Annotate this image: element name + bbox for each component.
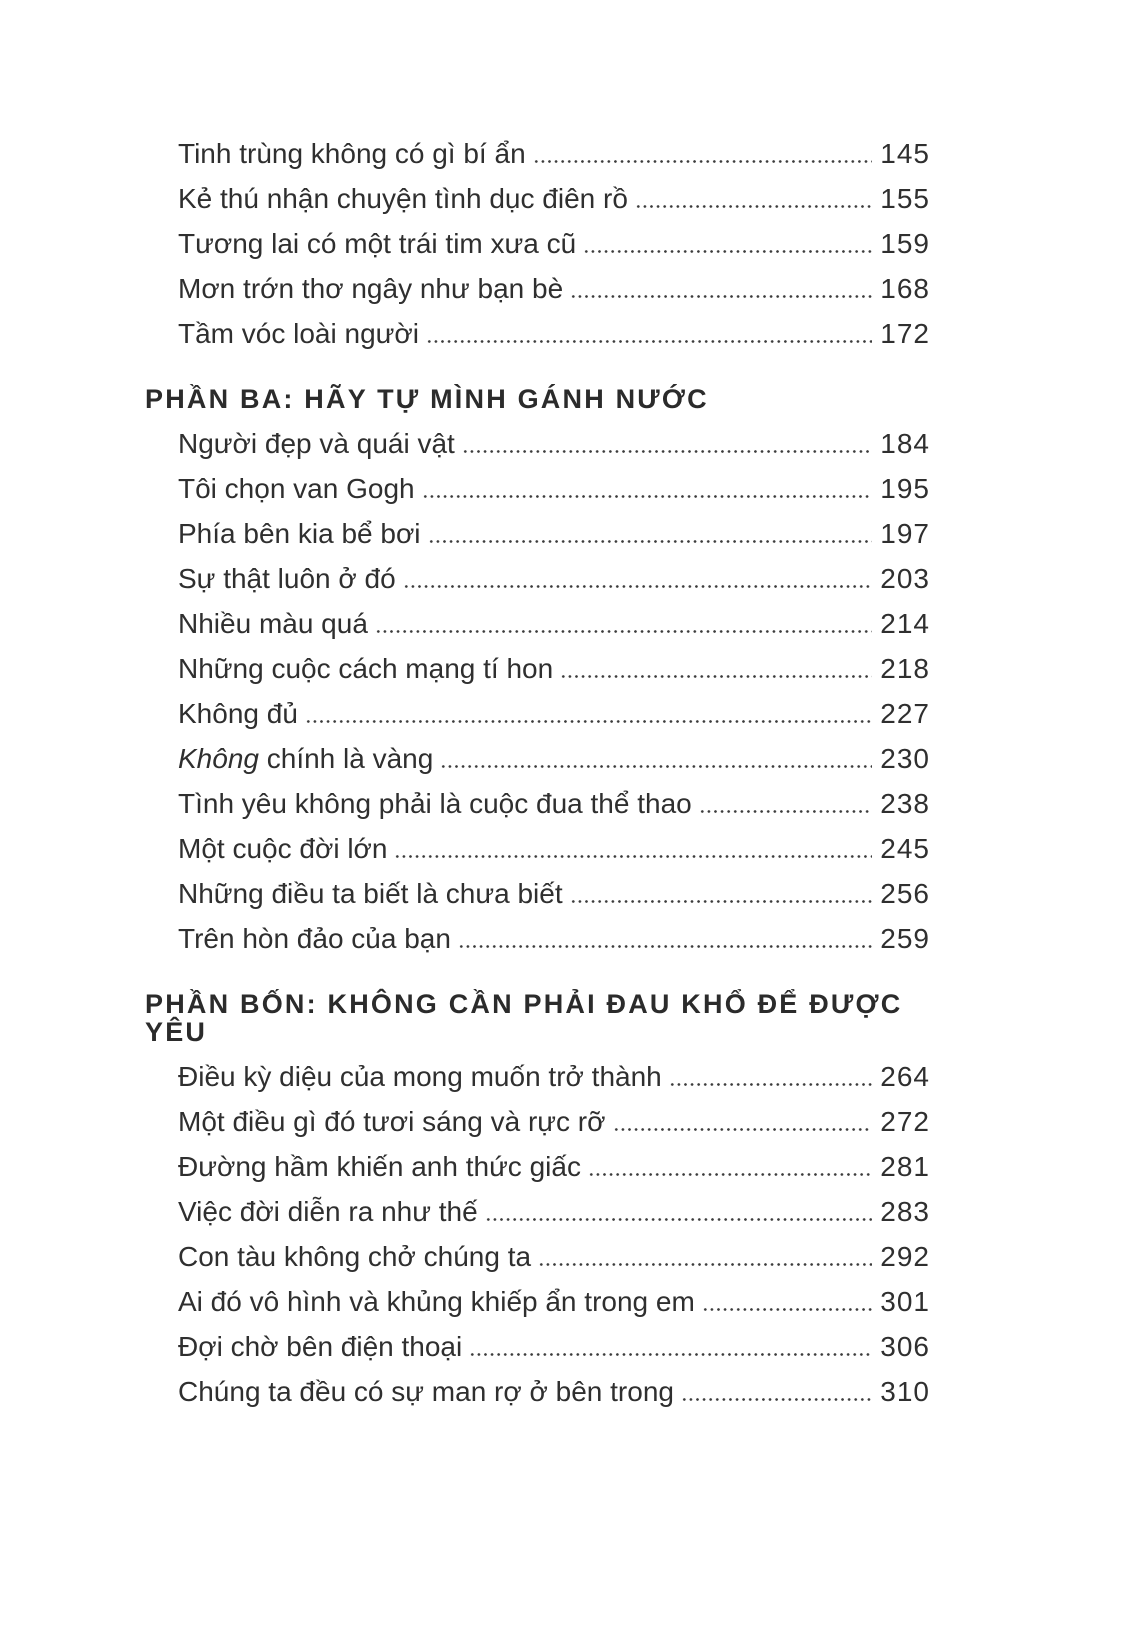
toc-entry bbox=[178, 1378, 930, 1406]
toc-entry-page: 214 bbox=[880, 608, 930, 639]
toc-section bbox=[145, 990, 930, 1406]
toc-entry bbox=[178, 565, 930, 593]
toc-entry bbox=[178, 745, 930, 773]
dotted-leader bbox=[613, 1128, 873, 1131]
toc-entry-title: Chúng ta đều có sự man rợ ở bên trong bbox=[178, 1376, 674, 1407]
toc-entry-title: Mơn trớn thơ ngây như bạn bè bbox=[178, 273, 564, 304]
dotted-leader bbox=[462, 450, 872, 453]
toc-entry-page: 172 bbox=[880, 318, 930, 349]
toc-entry-page: 218 bbox=[880, 653, 930, 684]
dotted-leader bbox=[699, 810, 873, 813]
toc-entry-page: 264 bbox=[880, 1061, 930, 1092]
toc-entry-title: Một cuộc đời lớn bbox=[178, 833, 388, 864]
toc-entry-title: Kẻ thú nhận chuyện tình dục điên rồ bbox=[178, 183, 628, 214]
dotted-leader bbox=[538, 1263, 872, 1266]
toc-entry-page: 230 bbox=[880, 743, 930, 774]
dotted-leader bbox=[426, 340, 872, 343]
toc-entry-title: Điều kỳ diệu của mong muốn trở thành bbox=[178, 1061, 662, 1092]
dotted-leader bbox=[570, 900, 873, 903]
toc-entry bbox=[178, 700, 930, 728]
toc-entry-page: 184 bbox=[880, 428, 930, 459]
table-of-contents bbox=[145, 140, 930, 1406]
toc-entry-title: Những điều ta biết là chưa biết bbox=[178, 878, 563, 909]
toc-section bbox=[145, 140, 930, 348]
toc-entry-title: Tương lai có một trái tim xưa cũ bbox=[178, 228, 577, 259]
toc-entry-page: 159 bbox=[880, 228, 930, 259]
toc-entry-page: 259 bbox=[880, 923, 930, 954]
toc-entry-title: Những cuộc cách mạng tí hon bbox=[178, 653, 554, 684]
toc-entry bbox=[178, 790, 930, 818]
toc-entry-page: 197 bbox=[880, 518, 930, 549]
toc-entry-page: 292 bbox=[880, 1241, 930, 1272]
toc-entry bbox=[178, 880, 930, 908]
toc-entry bbox=[178, 1198, 930, 1226]
toc-entry-title: Tinh trùng không có gì bí ẩn bbox=[178, 138, 526, 169]
dotted-leader bbox=[583, 250, 872, 253]
toc-entry bbox=[178, 275, 930, 303]
toc-entry-title: Đường hầm khiến anh thức giấc bbox=[178, 1151, 581, 1182]
toc-entry-page: 245 bbox=[880, 833, 930, 864]
toc-entry-page: 227 bbox=[880, 698, 930, 729]
toc-entry-page: 272 bbox=[880, 1106, 930, 1137]
toc-entry bbox=[178, 475, 930, 503]
dotted-leader bbox=[469, 1353, 872, 1356]
dotted-leader bbox=[570, 295, 872, 298]
toc-entry bbox=[178, 230, 930, 258]
toc-entry-page: 256 bbox=[880, 878, 930, 909]
toc-entry-page: 168 bbox=[880, 273, 930, 304]
toc-entry-title: Sự thật luôn ở đó bbox=[178, 563, 396, 594]
toc-entry bbox=[178, 1063, 930, 1091]
dotted-leader bbox=[681, 1398, 872, 1401]
toc-entry-title: Việc đời diễn ra như thế bbox=[178, 1196, 478, 1227]
dotted-leader bbox=[635, 205, 872, 208]
toc-section bbox=[145, 385, 930, 953]
toc-entry-title: Người đẹp và quái vật bbox=[178, 428, 455, 459]
toc-entry-title: Con tàu không chở chúng ta bbox=[178, 1241, 532, 1272]
dotted-leader bbox=[560, 675, 872, 678]
toc-entry-page: 238 bbox=[880, 788, 930, 819]
toc-entry-title: Nhiều màu quá bbox=[178, 608, 368, 639]
toc-entry bbox=[178, 140, 930, 168]
toc-entry-page: 281 bbox=[880, 1151, 930, 1182]
toc-entry-page: 283 bbox=[880, 1196, 930, 1227]
dotted-leader bbox=[394, 855, 872, 858]
toc-entry-page: 145 bbox=[880, 138, 930, 169]
toc-entry-title: Tầm vóc loài người bbox=[178, 318, 419, 349]
toc-entry-page: 306 bbox=[880, 1331, 930, 1362]
toc-entry-page: 203 bbox=[880, 563, 930, 594]
dotted-leader bbox=[533, 160, 873, 163]
dotted-leader bbox=[669, 1083, 873, 1086]
toc-entry-page: 301 bbox=[880, 1286, 930, 1317]
toc-entry bbox=[178, 320, 930, 348]
toc-entry-title: Một điều gì đó tươi sáng và rực rỡ bbox=[178, 1106, 606, 1137]
toc-entry-title: Tôi chọn van Gogh bbox=[178, 473, 415, 504]
toc-entry bbox=[178, 1288, 930, 1316]
toc-entry-title: Trên hòn đảo của bạn bbox=[178, 923, 451, 954]
toc-entry-title: Không chính là vàng bbox=[178, 743, 434, 774]
toc-entry bbox=[178, 610, 930, 638]
toc-entry bbox=[178, 185, 930, 213]
toc-entry-page: 155 bbox=[880, 183, 930, 214]
toc-entry-page: 310 bbox=[880, 1376, 930, 1407]
dotted-leader bbox=[403, 585, 873, 588]
toc-entry-page: 195 bbox=[880, 473, 930, 504]
dotted-leader bbox=[458, 945, 872, 948]
toc-entry-title: Tình yêu không phải là cuộc đua thể thao bbox=[178, 788, 692, 819]
dotted-leader bbox=[375, 630, 872, 633]
dotted-leader bbox=[428, 540, 873, 543]
toc-entry bbox=[178, 520, 930, 548]
toc-entry bbox=[178, 925, 930, 953]
dotted-leader bbox=[440, 765, 872, 768]
toc-entry bbox=[178, 1333, 930, 1361]
toc-entry bbox=[178, 1243, 930, 1271]
toc-entry bbox=[178, 1108, 930, 1136]
toc-entry-title: Ai đó vô hình và khủng khiếp ẩn trong em bbox=[178, 1286, 695, 1317]
toc-entry-title: Không đủ bbox=[178, 698, 298, 729]
toc-entry-title: Đợi chờ bên điện thoại bbox=[178, 1331, 463, 1362]
toc-entry bbox=[178, 430, 930, 458]
dotted-leader bbox=[702, 1308, 872, 1311]
dotted-leader bbox=[588, 1173, 872, 1176]
toc-entry bbox=[178, 1153, 930, 1181]
section-heading: PHẦN BỐN: KHÔNG CẦN PHẢI ĐAU KHỔ ĐỂ ĐƯỢC YÊU bbox=[145, 989, 903, 1047]
toc-entry-title: Phía bên kia bể bơi bbox=[178, 518, 421, 549]
dotted-leader bbox=[305, 720, 872, 723]
toc-entry-title-italic: Không bbox=[178, 743, 259, 774]
toc-entry bbox=[178, 835, 930, 863]
dotted-leader bbox=[422, 495, 873, 498]
toc-entry bbox=[178, 655, 930, 683]
section-heading: PHẦN BA: HÃY TỰ MÌNH GÁNH NƯỚC bbox=[145, 384, 709, 414]
dotted-leader bbox=[485, 1218, 873, 1221]
